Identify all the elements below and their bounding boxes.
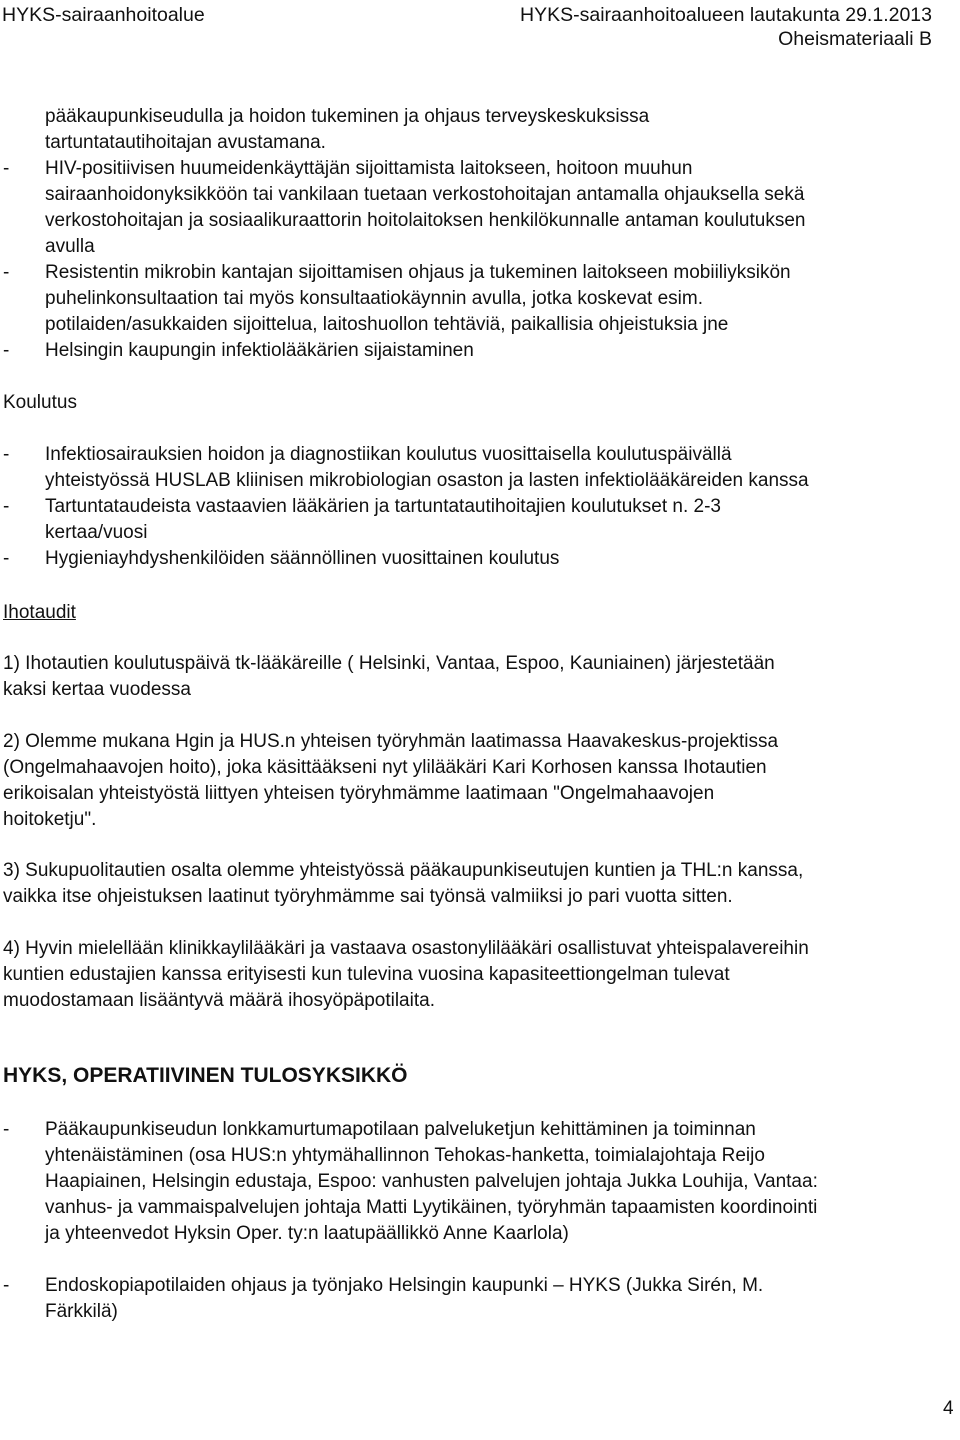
bullet-line: Tartuntataudeista vastaavien lääkärien ja tartuntatautihoitajien koulutukset n. 2-3 xyxy=(45,496,721,517)
bullet-line: Endoskopiapotilaiden ohjaus ja työnjako Helsingin kaupunki – HYKS (Jukka Sirén, M. xyxy=(45,1275,764,1296)
paragraph-line: kuntien edustajien kanssa erityisesti kun tulevina vuosina kapasiteettiongelman tulevat xyxy=(3,964,730,985)
bullet-line: Infektiosairauksien hoidon ja diagnostiikan koulutus vuosittaisella koulutuspäivällä xyxy=(45,444,732,465)
paragraph-line: 1) Ihotautien koulutuspäivä tk-lääkäreille ( Helsinki, Vantaa, Espoo, Kauniainen) järjestetään xyxy=(3,653,775,674)
bullet-line: vanhus- ja vammaispalvelujen johtaja Matti Lyytikäinen, työryhmän tapaamisten koordinointi xyxy=(45,1197,818,1218)
paragraph-line: 3) Sukupuolitautien osalta olemme yhteistyössä pääkaupunkiseutujen kuntien ja THL:n kanssa, xyxy=(3,860,804,881)
bullet-line: Helsingin kaupungin infektiolääkärien sijaistaminen xyxy=(45,340,474,361)
paragraph-line: (Ongelmahaavojen hoito), joka käsittääkseni nyt ylilääkäri Kari Korhosen kanssa Ihotautien xyxy=(3,757,767,778)
section-title-ihotaudit: Ihotaudit xyxy=(3,602,76,623)
bullet-line: sairaanhoidonyksikköön tai vankilaan tuetaan verkostohoitajan antamalla ohjauksella sekä xyxy=(45,184,805,205)
paragraph-line: 4) Hyvin mielellään klinikkaylilääkäri ja vastaava osastonylilääkäri osallistuvat yhteispalavereihin xyxy=(3,938,809,959)
bullet-line: Pääkaupunkiseudun lonkkamurtumapotilaan palveluketjun kehittäminen ja toiminnan xyxy=(45,1119,756,1140)
header-subtitle: Oheismateriaali B xyxy=(778,28,932,50)
bullet-line: ja yhteenvedot Hyksin Oper. ty:n laatupäällikkö Anne Kaarlola) xyxy=(45,1223,569,1244)
paragraph-line: vaikka itse ohjeistuksen laatinut työryhmämme sai työnsä valmiiksi jo pari vuotta sitten. xyxy=(3,886,733,907)
bullet-dash: - xyxy=(3,158,10,179)
bullet-dash: - xyxy=(3,496,10,517)
paragraph-line: kaksi kertaa vuodessa xyxy=(3,679,191,700)
paragraph-line: 2) Olemme mukana Hgin ja HUS.n yhteisen työryhmän laatimassa Haavakeskus-projektissa xyxy=(3,731,779,752)
bullet-line: Resistentin mikrobin kantajan sijoittamisen ohjaus ja tukeminen laitokseen mobiiliyksikön xyxy=(45,262,791,283)
bullet-line: kertaa/vuosi xyxy=(45,522,148,543)
bullet-dash: - xyxy=(3,1119,10,1140)
page-number: 4 xyxy=(943,1398,954,1419)
intro-line: pääkaupunkiseudulla ja hoidon tukeminen ja ohjaus terveyskeskuksissa xyxy=(45,106,650,127)
bullet-dash: - xyxy=(3,262,10,283)
bullet-dash: - xyxy=(3,1275,10,1296)
bullet-line: potilaiden/asukkaiden sijoittelua, laitoshuollon tehtäviä, paikallisia ohjeistuksia jne xyxy=(45,314,729,335)
bullet-line: Haapiainen, Helsingin edustaja, Espoo: vanhusten palvelujen johtaja Jukka Louhija, Vantaa: xyxy=(45,1171,818,1192)
bullet-dash: - xyxy=(3,444,10,465)
bullet-line: Färkkilä) xyxy=(45,1301,118,1322)
intro-line: tartuntatautihoitajan avustamana. xyxy=(45,132,326,153)
section-heading-operatiivinen: HYKS, OPERATIIVINEN TULOSYKSIKKÖ xyxy=(3,1064,408,1087)
header-left: HYKS-sairaanhoitoalue xyxy=(2,4,205,26)
bullet-line: HIV-positiivisen huumeidenkäyttäjän sijoittamista laitokseen, hoitoon muuhun xyxy=(45,158,693,179)
paragraph-line: erikoisalan yhteistyöstä liittyen yhteisen työryhmämme laatimaan "Ongelmahaavojen xyxy=(3,783,715,804)
bullet-line: yhtenäistäminen (osa HUS:n yhtymähallinnon Tehokas-hanketta, toimialajohtaja Reijo xyxy=(45,1145,765,1166)
paragraph-line: hoitoketju". xyxy=(3,809,97,830)
bullet-dash: - xyxy=(3,340,10,361)
bullet-line: yhteistyössä HUSLAB kliinisen mikrobiologian osaston ja lasten infektiolääkäreiden kanssa xyxy=(45,470,809,491)
section-title-koulutus: Koulutus xyxy=(3,392,77,413)
bullet-line: verkostohoitajan ja sosiaalikuraattorin hoitolaitoksen henkilökunnalle antaman koulutuksen xyxy=(45,210,806,231)
bullet-line: Hygieniayhdyshenkilöiden säännöllinen vuosittainen koulutus xyxy=(45,548,560,569)
bullet-line: puhelinkonsultaation tai myös konsultaatiokäynnin avulla, jotka koskevat esim. xyxy=(45,288,703,309)
header-title: HYKS-sairaanhoitoalueen lautakunta 29.1.2013 xyxy=(520,4,932,26)
header-right xyxy=(520,3,932,51)
bullet-line: avulla xyxy=(45,236,95,257)
paragraph-line: muodostamaan lisääntyvä määrä ihosyöpäpotilaita. xyxy=(3,990,435,1011)
bullet-dash: - xyxy=(3,548,10,569)
